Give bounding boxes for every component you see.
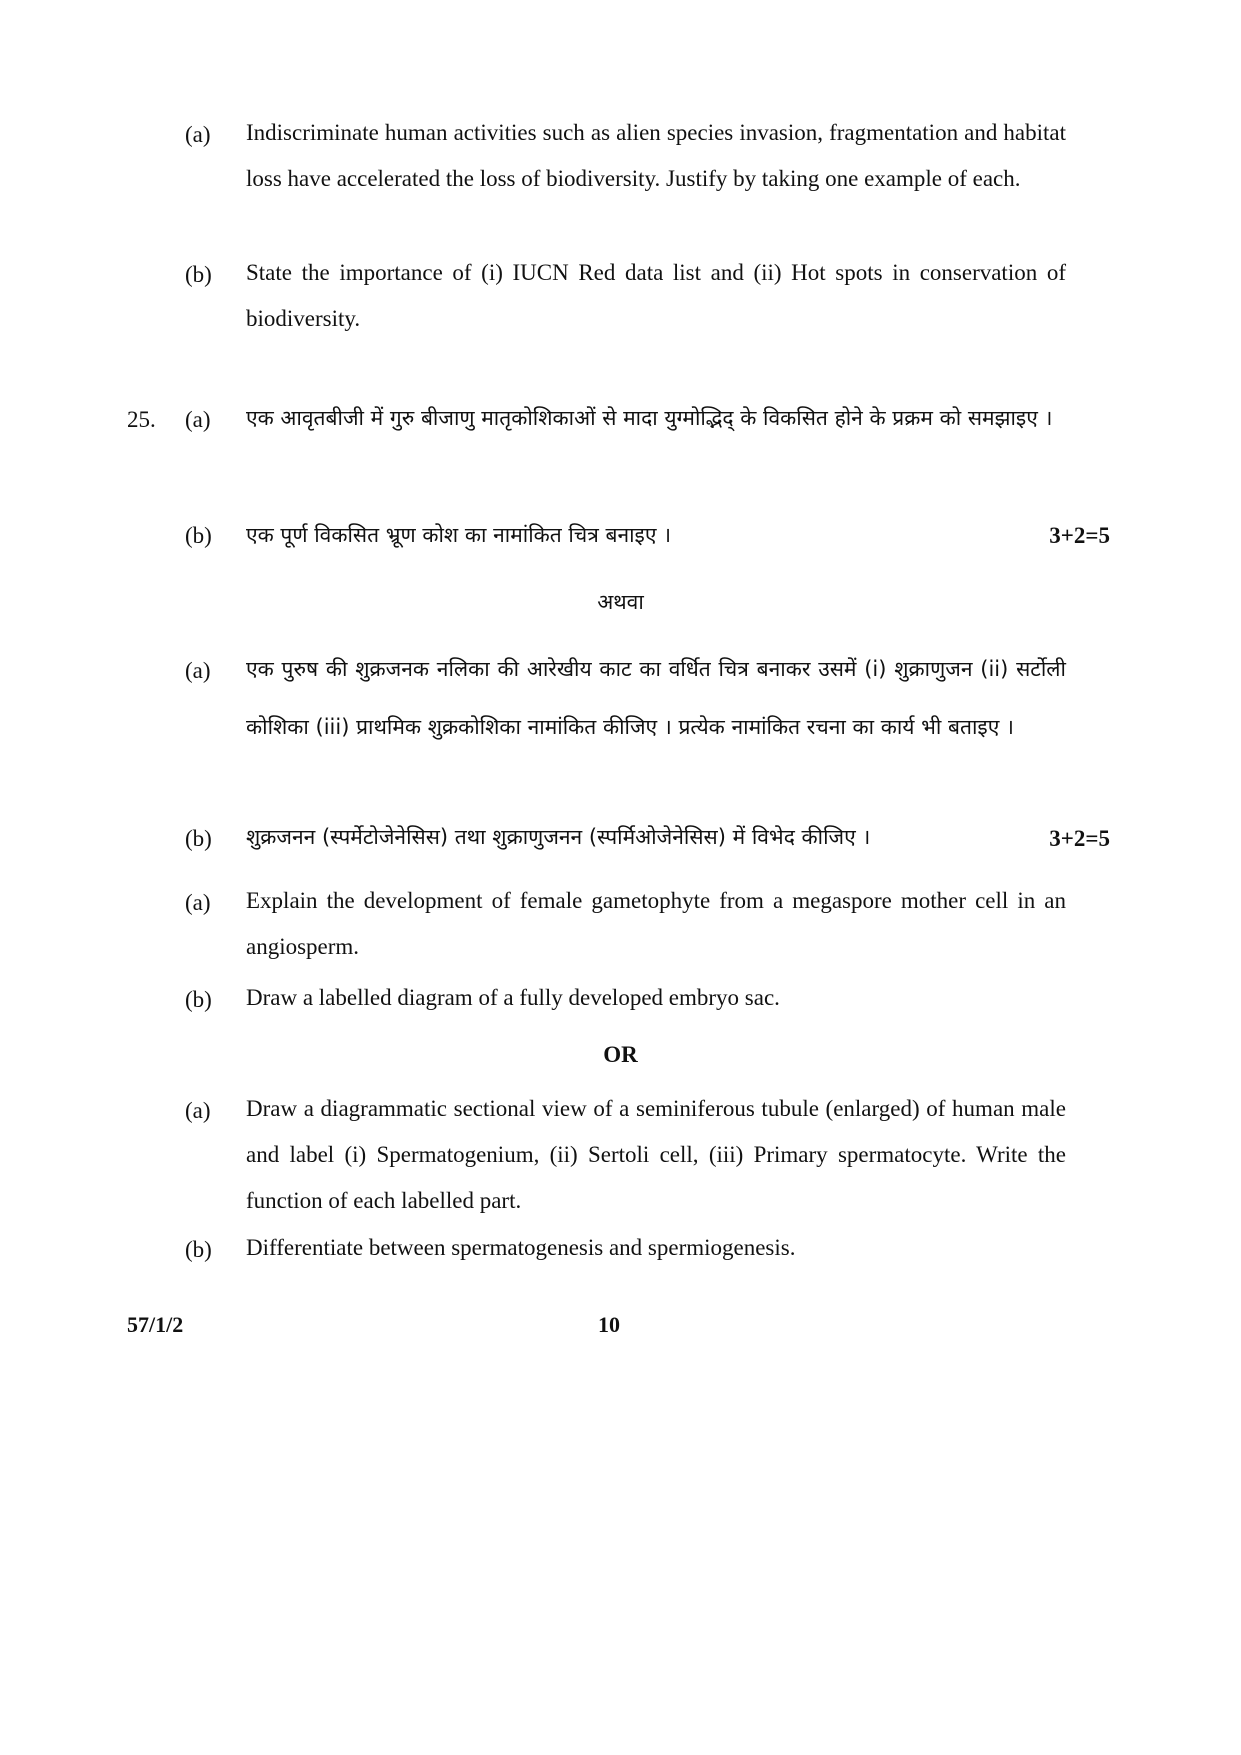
question-text: Draw a labelled diagram of a fully developed embryo sac. — [246, 985, 780, 1010]
question-text-hindi: एक पुरुष की शुक्रजनक नलिका की आरेखीय काट का वर्धित चित्र बनाकर उसमें (i) शुक्राणुजन (ii) सर्टोली कोशिका (iii) प्राथमिक शुक्रकोशिका नामांकित कीजिए । प्रत्येक नामांकित रचना का कार्य भी बताइए । — [246, 657, 1066, 739]
part-label: (a) — [185, 122, 211, 147]
paper-code: 57/1/2 — [127, 1312, 184, 1337]
part-label: (a) — [185, 658, 211, 683]
question-number: 25. — [127, 407, 156, 432]
part-label: (a) — [185, 1098, 211, 1123]
part-label: (a) — [185, 407, 211, 432]
question-text: Differentiate between spermatogenesis and spermiogenesis. — [246, 1235, 796, 1260]
page-number: 10 — [598, 1312, 620, 1337]
part-label: (b) — [185, 523, 212, 548]
part-label: (b) — [185, 826, 212, 851]
question-text: Explain the development of female gametophyte from a megaspore mother cell in an angiosperm. — [246, 888, 1066, 959]
part-label: (a) — [185, 890, 211, 915]
question-text-hindi: एक पूर्ण विकसित भ्रूण कोश का नामांकित चित्र बनाइए । — [246, 523, 672, 547]
or-divider-hindi: अथवा — [597, 590, 644, 614]
part-label: (b) — [185, 987, 212, 1012]
question-text-hindi: शुक्रजनन (स्पर्मेटोजेनेसिस) तथा शुक्राणुजनन (स्पर्मिओजेनेसिस) में विभेद कीजिए । — [246, 825, 871, 849]
marks: 3+2=5 — [1049, 523, 1110, 548]
part-label: (b) — [185, 1237, 212, 1262]
question-text-hindi: एक आवृतबीजी में गुरु बीजाणु मातृकोशिकाओं से मादा युग्मोद्भिद् के विकसित होने के प्रक्रम को समझाइए । — [246, 406, 1053, 430]
marks: 3+2=5 — [1049, 826, 1110, 851]
part-label: (b) — [185, 262, 212, 287]
question-text: Indiscriminate human activities such as alien species invasion, fragmentation and habitat loss have accelerated the loss of biodiversity. Justify by taking one example of each. — [246, 120, 1066, 191]
or-divider: OR — [603, 1042, 638, 1067]
question-text: State the importance of (i) IUCN Red data list and (ii) Hot spots in conservation of biodiversity. — [246, 260, 1066, 331]
question-text: Draw a diagrammatic sectional view of a seminiferous tubule (enlarged) of human male and label (i) Spermatogenium, (ii) Sertoli cell, (iii) Primary spermatocyte. Write the function of each labelled part. — [246, 1096, 1066, 1213]
